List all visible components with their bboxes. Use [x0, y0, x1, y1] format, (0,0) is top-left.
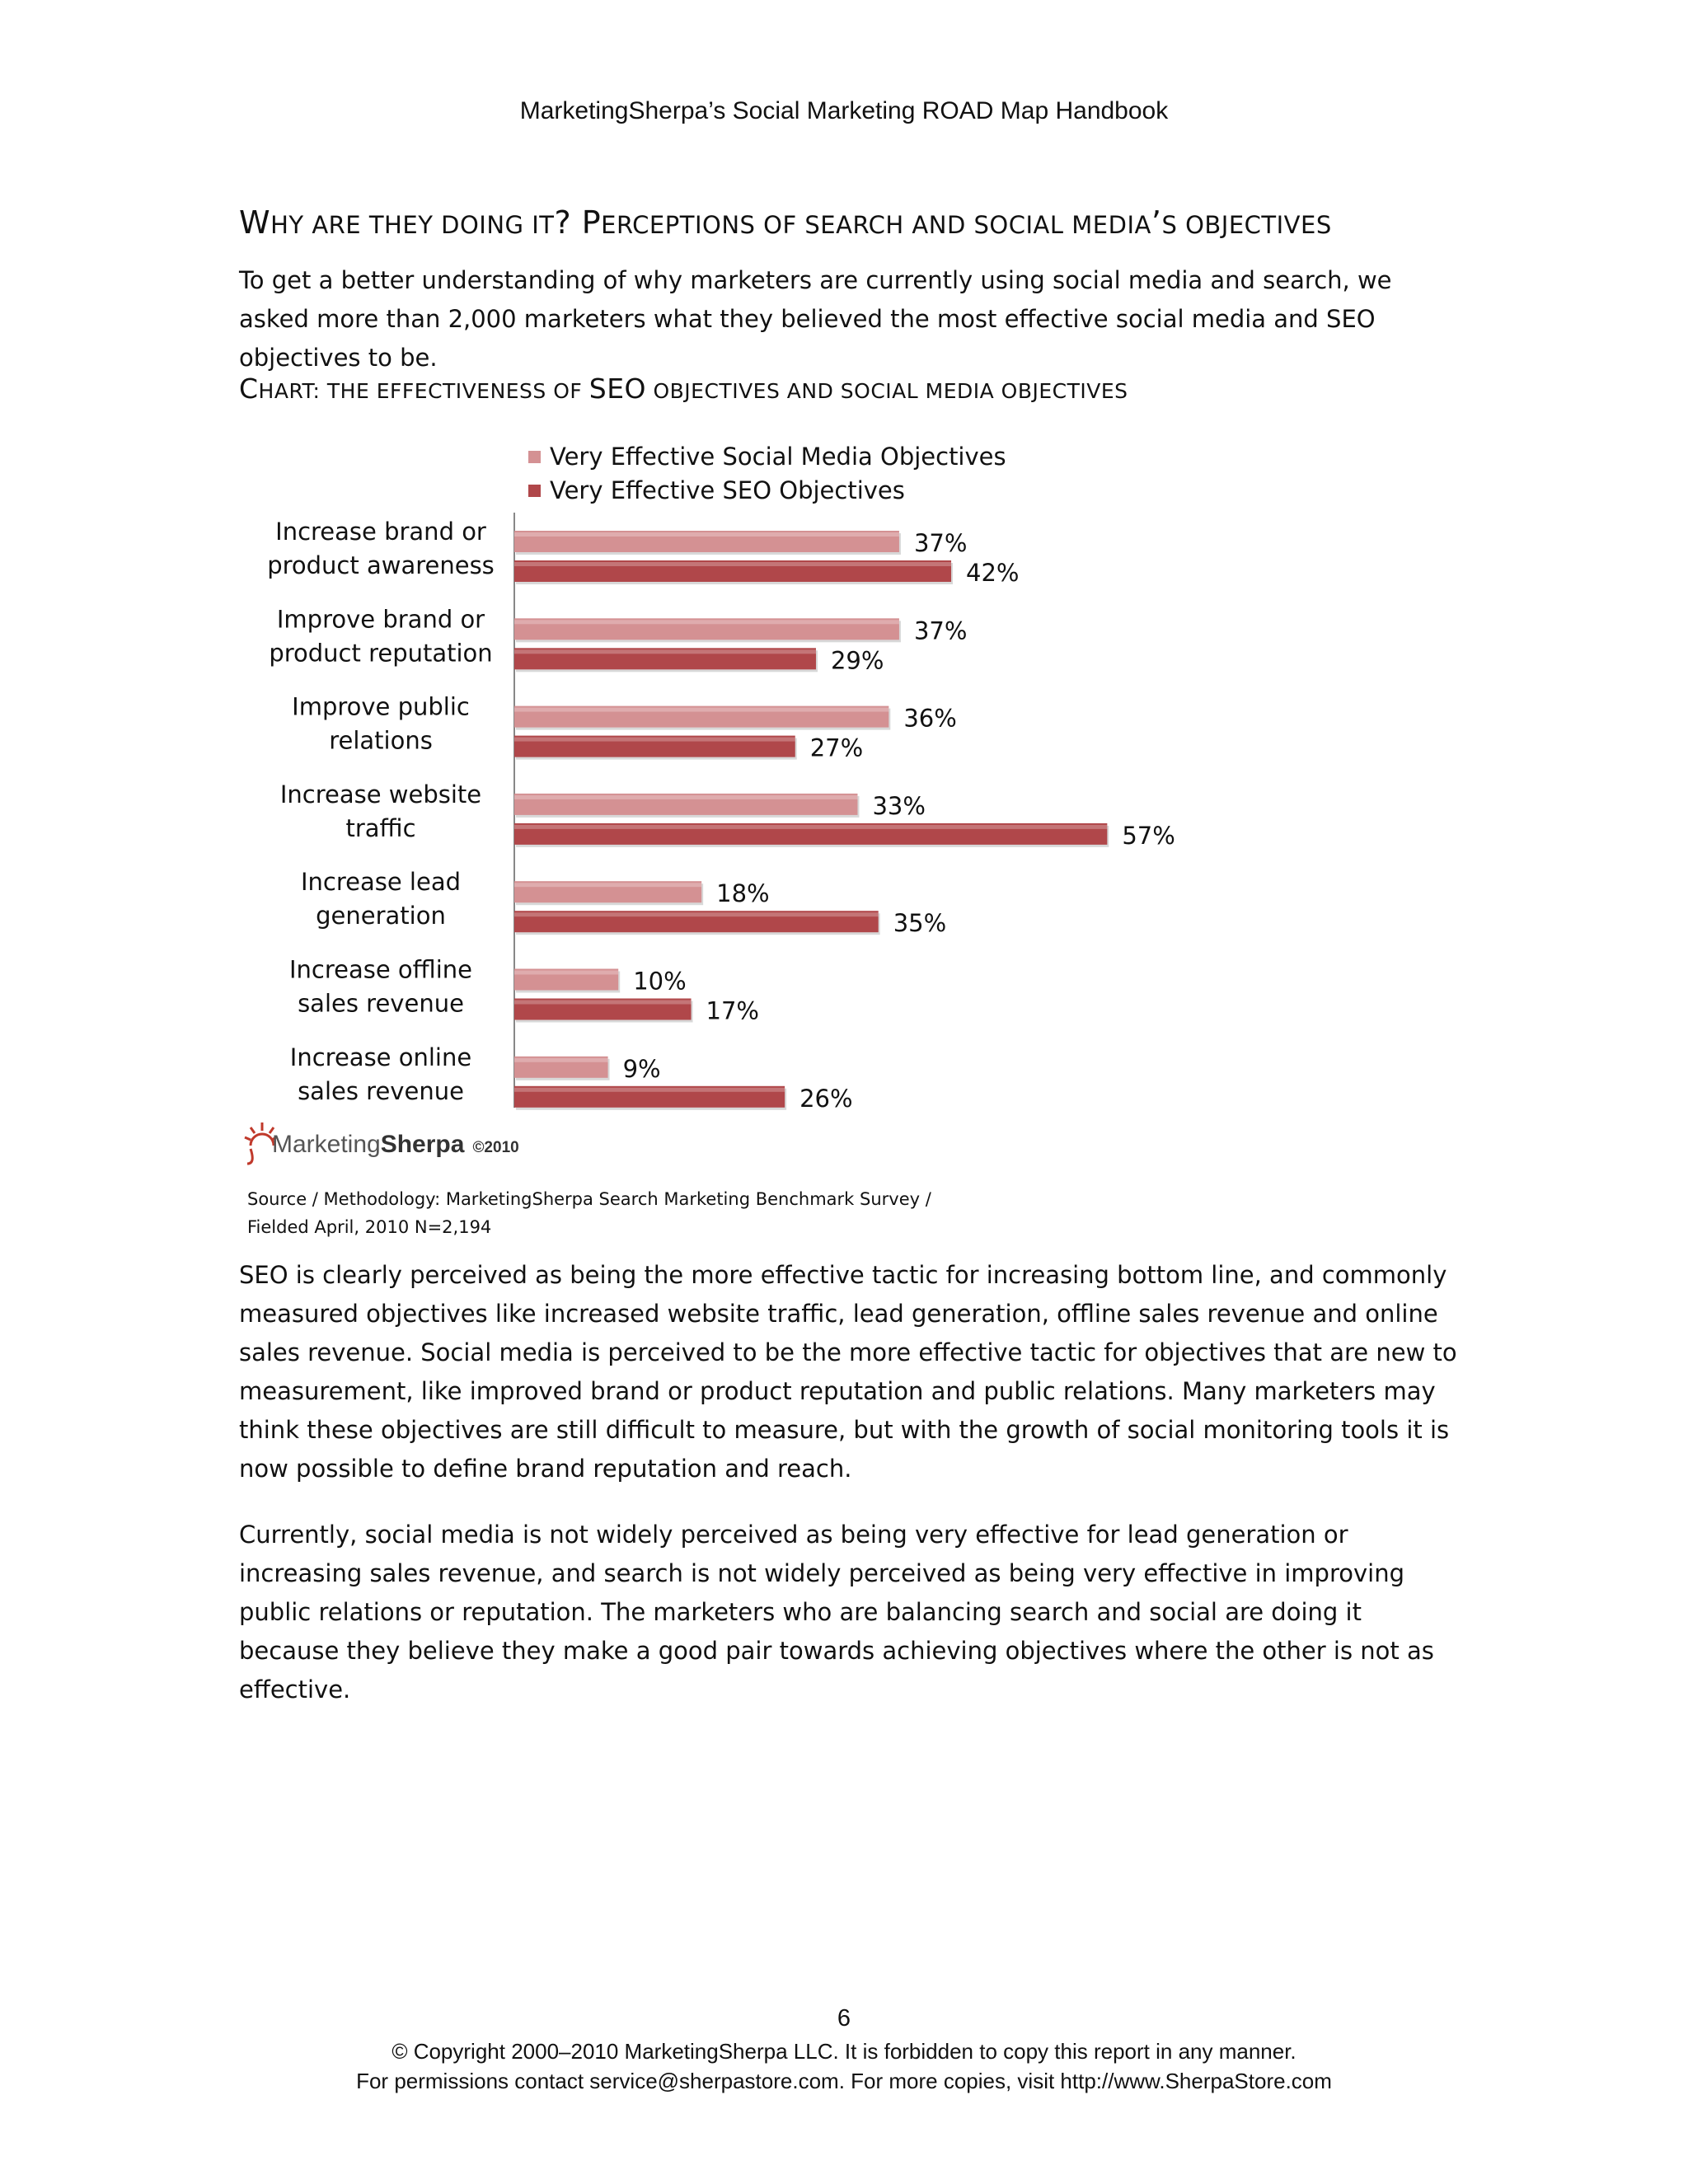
- section-title-part: HY ARE THEY DOING IT: [270, 211, 555, 239]
- bar-highlight: [514, 738, 795, 742]
- category-label: Increase offline: [288, 955, 473, 984]
- legend-label: Very Effective SEO Objectives: [550, 476, 905, 504]
- chart-title-part: OBJECTIVES AND SOCIAL MEDIA OBJECTIVES: [646, 379, 1128, 403]
- category-label: relations: [329, 726, 433, 755]
- category-label: Improve public: [292, 692, 470, 721]
- page-number: 6: [837, 2005, 851, 2032]
- data-label: 9%: [622, 1054, 661, 1083]
- source-line: Fielded April, 2010 N=2,194: [247, 1217, 492, 1237]
- data-label: 37%: [913, 616, 968, 645]
- category-label: product reputation: [269, 639, 493, 668]
- chart-title-part: SEO: [588, 373, 647, 405]
- bar-highlight: [514, 912, 879, 916]
- bar-highlight: [514, 795, 857, 799]
- bar-highlight: [514, 532, 899, 537]
- data-label: 57%: [1122, 821, 1175, 850]
- data-label: 26%: [799, 1084, 853, 1113]
- data-label: 17%: [706, 996, 760, 1025]
- footer-copyright: © Copyright 2000–2010 MarketingSherpa LLC. It is forbidden to copy this report in any manner.: [392, 2039, 1296, 2064]
- section-title-part: ? P: [554, 204, 602, 241]
- category-label: Improve brand or: [276, 605, 485, 634]
- logo-year: ©2010: [472, 1139, 519, 1156]
- intro-paragraph: To get a better understanding of why marketers are currently using social media and search, we asked more than 2,000 marketers what they believed the most effective social media and SEO objectives to be.: [239, 266, 1392, 372]
- data-label: 29%: [830, 646, 884, 675]
- data-label: 37%: [913, 529, 968, 557]
- marketingsherpa-logo: [244, 1121, 519, 1170]
- chart-title-part: C: [239, 373, 259, 405]
- logo-text: [272, 1131, 519, 1159]
- bar-highlight: [514, 883, 701, 887]
- running-header: MarketingSherpa’s Social Marketing ROAD Map Handbook: [519, 97, 1169, 124]
- body-paragraph-1: SEO is clearly perceived as being the more effective tactic for increasing bottom line, and commonly measured objectives like increased website traffic, lead generation, offline sales revenue and online sales revenue. Social media is perceived to be the more effective tactic for objectives that are new to measurement, like improved brand or product reputation and public relations. Many marketers may think these objectives are still difficult to measure, but with the growth of social monitoring tools it is now possible to define brand reputation and reach.: [239, 1261, 1457, 1483]
- section-title-part: ERCEPTIONS OF SEARCH AND SOCIAL MEDIA: [601, 211, 1151, 239]
- legend-swatch: [528, 451, 541, 463]
- data-label: 33%: [872, 791, 926, 820]
- legend-label: Very Effective Social Media Objectives: [550, 443, 1006, 471]
- category-label: generation: [316, 902, 446, 930]
- bar-highlight: [514, 562, 951, 566]
- data-label: 35%: [893, 909, 947, 938]
- bar-highlight: [514, 825, 1107, 829]
- category-label: sales revenue: [298, 1076, 464, 1105]
- bar-highlight: [514, 1058, 608, 1062]
- source-line: Source / Methodology: MarketingSherpa Search Marketing Benchmark Survey /: [247, 1189, 931, 1209]
- category-label: Increase website: [279, 780, 482, 808]
- chart-title-part: HE EFFECTIVENESS OF: [340, 379, 589, 403]
- section-title-part: ’: [1151, 204, 1162, 241]
- category-label: Increase lead: [300, 868, 462, 897]
- category-label: product awareness: [267, 551, 495, 579]
- legend-swatch: [528, 485, 541, 497]
- bar-highlight: [514, 649, 816, 654]
- bar-highlight: [514, 1088, 785, 1092]
- category-label: Increase brand or: [275, 518, 486, 546]
- chart-title-part: HART: T: [258, 379, 340, 403]
- bar-highlight: [514, 971, 618, 975]
- chart-source: [247, 1185, 989, 1241]
- footer-permissions: For permissions contact service@sherpastore.com. For more copies, visit http://www.SherpaStore.com: [356, 2069, 1332, 2093]
- section-title-part: W: [239, 204, 271, 241]
- data-label: 42%: [966, 559, 1020, 587]
- bar-highlight: [514, 708, 889, 712]
- category-label: traffic: [345, 813, 416, 842]
- logo-brand-b: Sherpa: [380, 1131, 465, 1158]
- body-paragraph-2: Currently, social media is not widely perceived as being very effective for lead generation or increasing sales revenue, and search is not widely perceived as being very effective in improving public relations or reputation. The marketers who are balancing search and social are doing it because they believe they make a good pair towards achieving objectives where the other is not as effective.: [239, 1521, 1434, 1704]
- category-label: sales revenue: [298, 989, 464, 1018]
- bar-highlight: [514, 1001, 692, 1005]
- logo-brand-a: Marketing: [272, 1131, 381, 1158]
- category-label: Increase online: [289, 1043, 472, 1071]
- data-label: 10%: [633, 967, 687, 996]
- data-label: 27%: [809, 733, 864, 762]
- data-label: 36%: [903, 704, 957, 733]
- data-label: 18%: [716, 879, 770, 908]
- section-title-part: S OBJECTIVES: [1161, 211, 1332, 239]
- bar-highlight: [514, 620, 899, 624]
